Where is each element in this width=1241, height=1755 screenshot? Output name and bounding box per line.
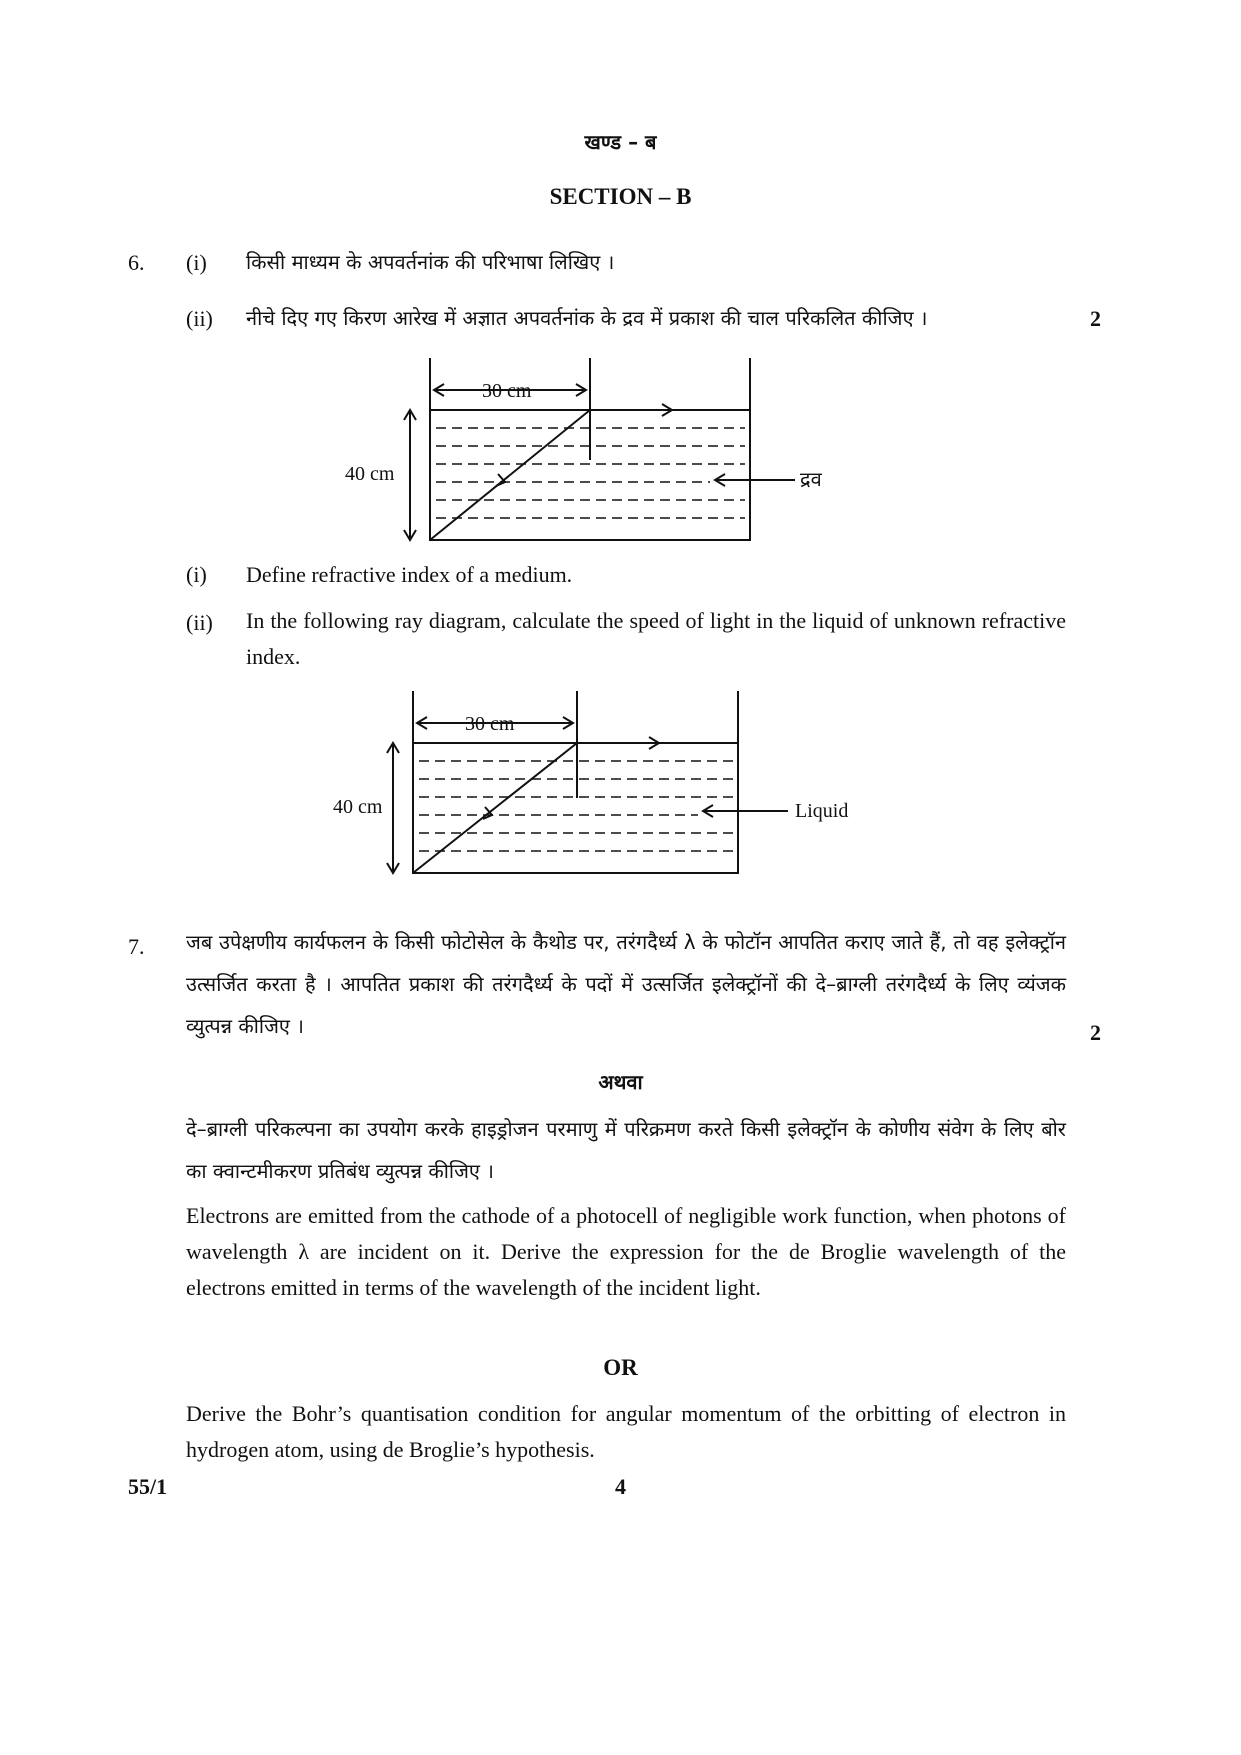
height-label: 40 cm	[333, 796, 383, 818]
q7-hindi-alternative: दे–ब्राग्ली परिकल्पना का उपयोग करके हाइड्रोजन परमाणु में परिक्रमण करते किसी इलेक्ट्रॉन के कोणीय संवेग के लिए बोर का क्वान्टमीकरण प्रतिबंध व्युत्पन्न कीजिए ।	[186, 1117, 1066, 1183]
question-number-7: 7.	[128, 934, 145, 959]
ray-diagram-hindi	[330, 350, 890, 550]
q6-english-part-i-label: (i)	[186, 562, 207, 587]
q6-english-part-i-text: Define refractive index of a medium.	[246, 562, 573, 587]
q7-marks: 2	[1090, 1020, 1101, 1045]
q6-hindi-part-ii-label: (ii)	[186, 306, 213, 331]
width-label: 30 cm	[482, 380, 532, 402]
page-number: 4	[615, 1474, 626, 1499]
q6-marks: 2	[1090, 306, 1101, 331]
q7-english-text: Electrons are emitted from the cathode of a photocell of negligible work function, when photons of wavelength λ are incident on it. Derive the expression for the de Broglie wavelength of the electrons emitted in terms of the wavelength of the incident light.	[186, 1203, 1066, 1300]
incident-ray	[430, 410, 590, 540]
incident-ray	[413, 743, 577, 873]
liquid-label: द्रव	[800, 467, 822, 491]
q6-hindi-part-i-text: किसी माध्यम के अपवर्तनांक की परिभाषा लिखिए ।	[246, 250, 615, 274]
paper-code: 55/1	[128, 1474, 168, 1499]
width-label: 30 cm	[465, 713, 515, 735]
section-heading: SECTION – B	[549, 184, 692, 209]
liquid-label: Liquid	[795, 800, 849, 822]
or-english: OR	[603, 1355, 638, 1380]
container-outline	[413, 691, 738, 873]
q6-english-part-ii-text: In the following ray diagram, calculate the speed of light in the liquid of unknown refractive index.	[246, 608, 1066, 669]
q6-hindi-part-i-label: (i)	[186, 250, 207, 275]
q7-hindi-text: जब उपेक्षणीय कार्यफलन के किसी फोटोसेल के कैथोड पर, तरंगदैर्ध्य λ के फोटॉन आपतित कराए जाते हैं, तो वह इलेक्ट्रॉन उत्सर्जित करता है । आपतित प्रकाश की तरंगदैर्ध्य के पदों में उत्सर्जित इलेक्ट्रॉनों की दे–ब्राग्ली तरंगदैर्ध्य के लिए व्यंजक व्युत्पन्न कीजिए ।	[186, 930, 1066, 1038]
or-hindi: अथवा	[598, 1070, 643, 1094]
question-number-6: 6.	[128, 250, 145, 275]
hindi-section-heading: खण्ड – ब	[584, 130, 657, 154]
q7-english-alternative: Derive the Bohr’s quantisation condition for angular momentum of the orbitting of electron in hydrogen atom, using de Broglie’s hypothesis.	[186, 1401, 1066, 1462]
q6-english-part-ii-label: (ii)	[186, 610, 213, 635]
q6-hindi-part-ii-text: नीचे दिए गए किरण आरेख में अज्ञात अपवर्तनांक के द्रव में प्रकाश की चाल परिकलित कीजिए ।	[246, 306, 928, 330]
ray-diagram-english	[313, 683, 893, 883]
height-label: 40 cm	[345, 463, 395, 485]
